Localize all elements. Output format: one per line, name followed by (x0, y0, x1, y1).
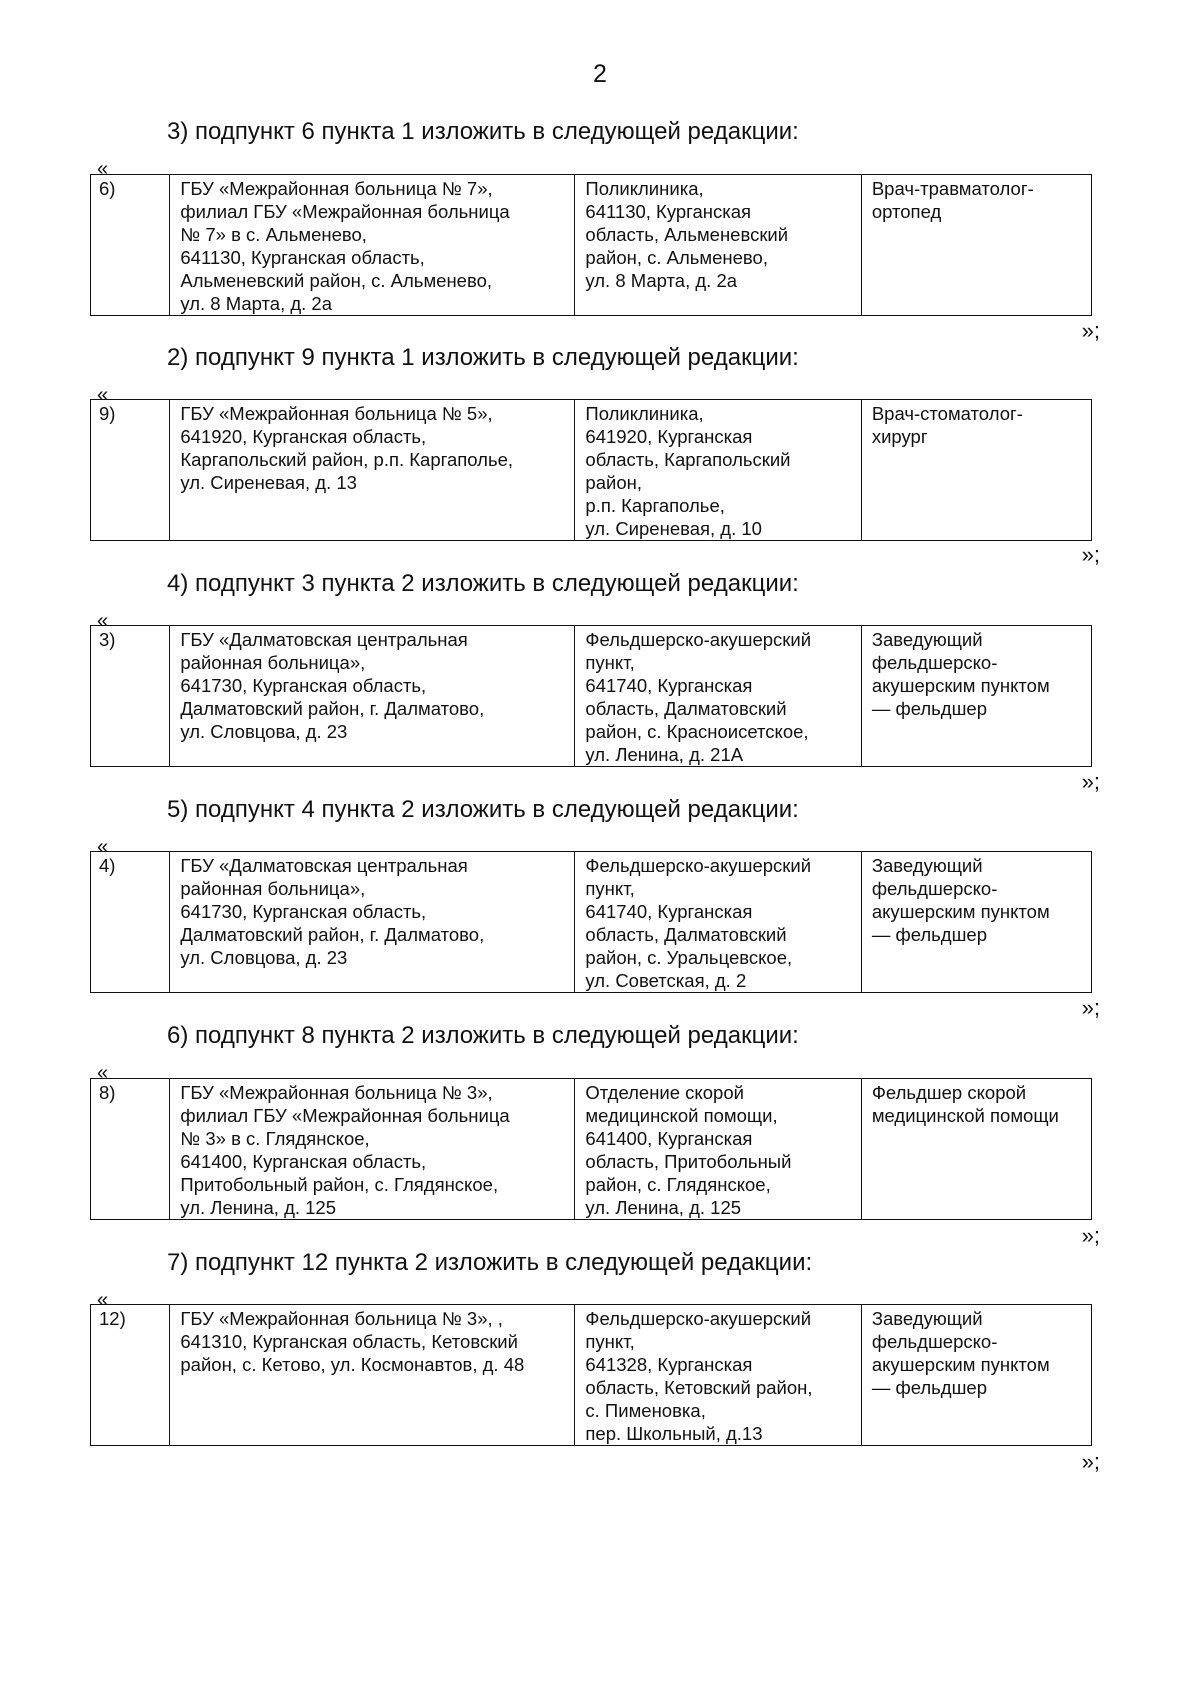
organization-cell (170, 400, 575, 541)
workplace-line: 641740, Курганская (585, 901, 753, 922)
workplace-line: Поликлиника, (585, 403, 704, 424)
amendment-heading: 3) подпункт 6 пункта 1 изложить в следующей редакции: (167, 118, 799, 145)
workplace-cell (575, 400, 861, 541)
amendment-table (90, 851, 1092, 993)
workplace-line: ул. Советская, д. 2 (585, 970, 747, 991)
amendment-heading: 4) подпункт 3 пункта 2 изложить в следующей редакции: (167, 570, 799, 597)
organization-line: Далматовский район, г. Далматово, (180, 924, 485, 945)
position-line: — фельдшер (871, 698, 988, 719)
organization-line: ГБУ «Межрайонная больница № 5», (180, 403, 493, 424)
workplace-line: пункт, (585, 652, 635, 673)
position-cell (861, 400, 1091, 541)
opening-quote: « (97, 1062, 109, 1084)
closing-quote: »; (1081, 995, 1100, 1020)
position-line: — фельдшер (871, 1377, 988, 1398)
workplace-cell (575, 1305, 861, 1446)
closing-quote: »; (1081, 318, 1100, 343)
organization-line: ГБУ «Межрайонная больница № 3», , (180, 1308, 503, 1329)
workplace-cell (575, 1079, 861, 1220)
position-line: акушерским пунктом (871, 675, 1050, 696)
position-line: — фельдшер (871, 924, 988, 945)
workplace-line: район, с. Красноисетское, (585, 721, 809, 742)
workplace-line: медицинской помощи, (585, 1105, 778, 1126)
amendment-heading: 6) подпункт 8 пункта 2 изложить в следующей редакции: (167, 1022, 799, 1049)
position-line: фельдшерско- (871, 1331, 998, 1352)
workplace-line: пункт, (585, 878, 635, 899)
item-number-cell: 12) (91, 1305, 170, 1446)
organization-line: Притобольный район, с. Глядянское, (180, 1174, 499, 1195)
organization-line: 641920, Курганская область, (180, 426, 427, 447)
organization-line: ГБУ «Далматовская центральная (180, 855, 468, 876)
organization-line: ул. Сиреневая, д. 13 (180, 472, 357, 493)
page-number: 2 (593, 60, 607, 88)
position-line: Фельдшер скорой (871, 1082, 1027, 1103)
workplace-line: область, Каргапольский (585, 449, 791, 470)
organization-cell (170, 626, 575, 767)
organization-line: районная больница», (180, 878, 366, 899)
position-line: акушерским пунктом (871, 1354, 1050, 1375)
workplace-line: район, с. Уральцевское, (585, 947, 793, 968)
closing-quote: »; (1081, 1449, 1100, 1474)
workplace-line: пункт, (585, 1331, 635, 1352)
organization-line: ул. 8 Марта, д. 2а (180, 293, 333, 314)
position-cell (861, 1305, 1091, 1446)
organization-line: 641310, Курганская область, Кетовский (180, 1331, 518, 1352)
organization-line: Каргапольский район, р.п. Каргаполье, (180, 449, 514, 470)
workplace-line: с. Пименовка, (585, 1400, 706, 1421)
workplace-line: Фельдшерско-акушерский (585, 855, 812, 876)
organization-line: филиал ГБУ «Межрайонная больница (180, 201, 510, 222)
organization-line: Альменевский район, с. Альменево, (180, 270, 493, 291)
organization-cell (170, 175, 575, 316)
position-line: акушерским пунктом (871, 901, 1050, 922)
workplace-line: пер. Школьный, д.13 (585, 1423, 763, 1444)
workplace-line: Отделение скорой (585, 1082, 744, 1103)
organization-line: 641400, Курганская область, (180, 1151, 427, 1172)
workplace-cell (575, 626, 861, 767)
workplace-line: 641740, Курганская (585, 675, 753, 696)
amendment-heading: 2) подпункт 9 пункта 1 изложить в следующей редакции: (167, 344, 799, 371)
workplace-line: Поликлиника, (585, 178, 704, 199)
position-line: фельдшерско- (871, 878, 998, 899)
closing-quote: »; (1081, 769, 1100, 794)
table-row (91, 1305, 1092, 1446)
position-cell (861, 175, 1091, 316)
organization-line: 641730, Курганская область, (180, 675, 427, 696)
organization-line: ГБУ «Далматовская центральная (180, 629, 468, 650)
table-row (91, 1079, 1092, 1220)
organization-cell (170, 1305, 575, 1446)
organization-line: ул. Ленина, д. 125 (180, 1197, 337, 1218)
amendment-heading: 5) подпункт 4 пункта 2 изложить в следующей редакции: (167, 796, 799, 823)
table-row (91, 400, 1092, 541)
workplace-line: область, Альменевский (585, 224, 789, 245)
organization-line: 641730, Курганская область, (180, 901, 427, 922)
organization-line: 641130, Курганская область, (180, 247, 425, 268)
opening-quote: « (97, 610, 109, 632)
item-number-cell: 8) (91, 1079, 170, 1220)
amendment-table (90, 1078, 1092, 1220)
workplace-line: район, с. Альменево, (585, 247, 768, 268)
position-line: фельдшерско- (871, 652, 998, 673)
workplace-line: ул. Ленина, д. 125 (585, 1197, 742, 1218)
workplace-line: район, с. Глядянское, (585, 1174, 771, 1195)
table-row (91, 175, 1092, 316)
closing-quote: »; (1081, 542, 1100, 567)
organization-line: Далматовский район, г. Далматово, (180, 698, 485, 719)
workplace-line: область, Далматовский (585, 698, 787, 719)
organization-cell (170, 1079, 575, 1220)
organization-line: ГБУ «Межрайонная больница № 7», (180, 178, 493, 199)
workplace-line: 641400, Курганская (585, 1128, 753, 1149)
workplace-line: Фельдшерско-акушерский (585, 1308, 812, 1329)
workplace-line: р.п. Каргаполье, (585, 495, 725, 516)
workplace-line: 641920, Курганская (585, 426, 753, 447)
item-number-cell: 6) (91, 175, 170, 316)
organization-line: районная больница», (180, 652, 366, 673)
organization-line: ул. Словцова, д. 23 (180, 947, 348, 968)
position-line: медицинской помощи (871, 1105, 1059, 1126)
table-row (91, 626, 1092, 767)
position-line: Врач-травматолог- (871, 178, 1034, 199)
workplace-cell (575, 852, 861, 993)
amendment-table (90, 399, 1092, 541)
amendment-table (90, 1304, 1092, 1446)
closing-quote: »; (1081, 1223, 1100, 1248)
workplace-line: район, (585, 472, 642, 493)
organization-line: № 3» в с. Глядянское, (180, 1128, 370, 1149)
workplace-cell (575, 175, 861, 316)
workplace-line: 641130, Курганская (585, 201, 752, 222)
item-number-cell: 9) (91, 400, 170, 541)
workplace-line: ул. 8 Марта, д. 2а (585, 270, 738, 291)
workplace-line: область, Кетовский район, (585, 1377, 813, 1398)
position-line: ортопед (871, 201, 942, 222)
workplace-line: область, Притобольный (585, 1151, 792, 1172)
workplace-line: область, Далматовский (585, 924, 787, 945)
position-line: Заведующий (871, 629, 983, 650)
opening-quote: « (97, 384, 109, 406)
workplace-line: Фельдшерско-акушерский (585, 629, 812, 650)
position-line: Врач-стоматолог- (871, 403, 1023, 424)
table-row (91, 852, 1092, 993)
opening-quote: « (97, 836, 109, 858)
item-number-cell: 3) (91, 626, 170, 767)
workplace-line: ул. Сиреневая, д. 10 (585, 518, 762, 539)
organization-line: № 7» в с. Альменево, (180, 224, 367, 245)
organization-line: филиал ГБУ «Межрайонная больница (180, 1105, 510, 1126)
amendment-heading: 7) подпункт 12 пункта 2 изложить в следующей редакции: (167, 1249, 813, 1276)
position-cell (861, 626, 1091, 767)
position-line: хирург (871, 426, 928, 447)
amendment-table (90, 625, 1092, 767)
position-line: Заведующий (871, 1308, 983, 1329)
workplace-line: ул. Ленина, д. 21А (585, 744, 744, 765)
organization-cell (170, 852, 575, 993)
position-line: Заведующий (871, 855, 983, 876)
item-number-cell: 4) (91, 852, 170, 993)
position-cell (861, 1079, 1091, 1220)
position-cell (861, 852, 1091, 993)
opening-quote: « (97, 1289, 109, 1311)
organization-line: ГБУ «Межрайонная больница № 3», (180, 1082, 493, 1103)
organization-line: район, с. Кетово, ул. Космонавтов, д. 48 (180, 1354, 525, 1375)
opening-quote: « (97, 158, 109, 180)
workplace-line: 641328, Курганская (585, 1354, 753, 1375)
organization-line: ул. Словцова, д. 23 (180, 721, 348, 742)
amendment-table (90, 174, 1092, 316)
